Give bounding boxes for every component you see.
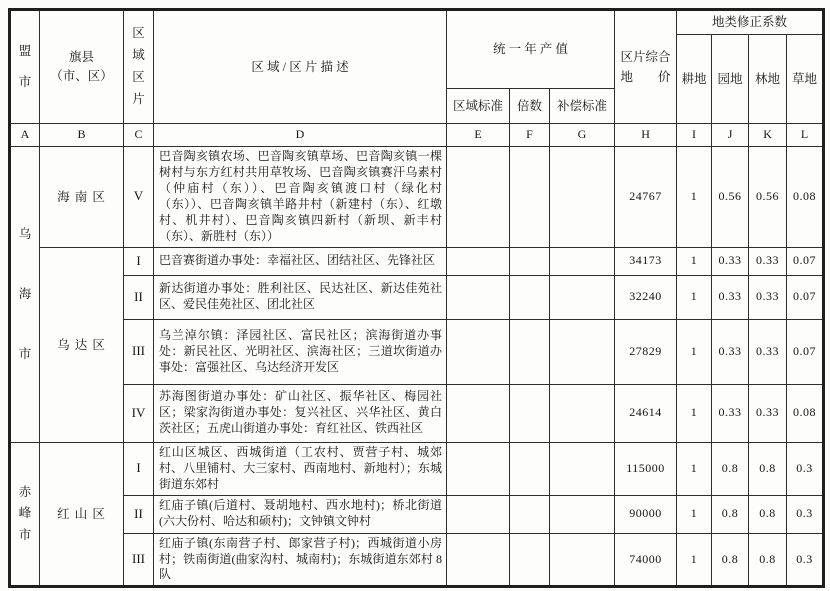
coef-forest-cell: 0.33 — [749, 247, 787, 275]
comprehensive-price-cell: 115000 — [615, 442, 677, 495]
coef-grass-cell: 0.3 — [787, 495, 824, 533]
region-description-cell: 新达街道办事处：胜利社区、民达社区、新达佳苑社区、爱民佳苑社区、团北社区 — [154, 275, 447, 319]
comprehensive-price-cell: 74000 — [615, 533, 677, 587]
region-standard-cell — [447, 275, 510, 319]
multiple-cell — [510, 275, 550, 319]
comprehensive-price-cell: 24767 — [615, 147, 677, 248]
coef-grass-cell: 0.08 — [787, 147, 824, 248]
col-header-unified-annual-output: 统 一 年 产 值 — [447, 10, 615, 89]
col-header-land-type-coefficient: 地类修正系数 — [677, 10, 824, 35]
compensation-standard-cell — [550, 275, 615, 319]
coef-forest-cell: 0.33 — [749, 319, 787, 384]
coef-garden-cell: 0.8 — [712, 495, 749, 533]
region-standard-cell — [447, 147, 510, 248]
region-description-cell: 红山区城区、西城街道（工农村、贾营子村、城郊村、八里铺村、大三家村、西南地村、新地村）；东城街道东郊村 — [154, 442, 447, 495]
column-letter-k: K — [749, 124, 787, 147]
col-header-region-standard: 区域标准 — [447, 89, 510, 124]
coef-garden-cell: 0.33 — [712, 384, 749, 442]
compensation-standard-cell — [550, 147, 615, 248]
section-cell: I — [124, 247, 154, 275]
col-header-banner-county — [40, 10, 124, 124]
column-letter-g: G — [550, 124, 615, 147]
table-row — [10, 384, 824, 442]
section-cell: III — [124, 319, 154, 384]
table-row — [10, 442, 824, 495]
table-row — [10, 247, 824, 275]
column-letter-c: C — [124, 124, 154, 147]
coef-grass-cell: 0.3 — [787, 533, 824, 587]
multiple-cell — [510, 247, 550, 275]
coef-cultivated-cell: 1 — [677, 247, 712, 275]
section-cell: II — [124, 275, 154, 319]
county-cell-hongshan: 红 山 区 — [40, 442, 124, 587]
coef-garden-cell: 0.33 — [712, 319, 749, 384]
column-letter-d: D — [154, 124, 447, 147]
coef-grass-cell: 0.07 — [787, 247, 824, 275]
league-cell-chifeng — [10, 442, 40, 587]
compensation-standard-cell — [550, 319, 615, 384]
table-row — [10, 147, 824, 248]
region-description-cell: 红庙子镇(后道村、聂胡地村、西水地村)；桥北街道(六大份村、哈达和硕村)；文钟镇文钟村 — [154, 495, 447, 533]
banner-county-line1: 旗县 — [68, 50, 94, 65]
column-letter-l: L — [787, 124, 824, 147]
coef-grass-cell: 0.3 — [787, 442, 824, 495]
column-letter-f: F — [510, 124, 550, 147]
region-description-cell: 苏海图街道办事处：矿山社区、振华社区、梅园社区；梁家沟街道办事处：复兴社区、兴华社区、黄白茨社区；五虎山街道办事处：育红社区、铁西社区 — [154, 384, 447, 442]
compensation-standard-cell — [550, 533, 615, 587]
col-header-comprehensive-land-price — [615, 10, 677, 124]
league-city-label: 盟市 — [18, 43, 32, 89]
table-row — [10, 495, 824, 533]
coef-forest-cell: 0.8 — [749, 495, 787, 533]
coef-cultivated-cell: 1 — [677, 384, 712, 442]
compensation-standard-cell — [550, 247, 615, 275]
column-letter-row — [10, 124, 824, 147]
coef-forest-cell: 0.8 — [749, 533, 787, 587]
coef-cultivated-cell: 1 — [677, 275, 712, 319]
multiple-cell — [510, 147, 550, 248]
column-letter-e: E — [447, 124, 510, 147]
league-cell-wuhai — [10, 147, 40, 443]
table-row — [10, 275, 824, 319]
comprehensive-price-cell: 34173 — [615, 247, 677, 275]
region-standard-cell — [447, 319, 510, 384]
compensation-standard-cell — [550, 384, 615, 442]
col-header-region-description: 区 域 / 区 片 描 述 — [154, 10, 447, 124]
league-name: 乌海市 — [18, 227, 32, 362]
league-name: 赤峰市 — [18, 485, 32, 542]
section-cell: V — [124, 147, 154, 248]
comprehensive-price-line1: 区片综合 — [620, 50, 671, 64]
col-header-compensation-standard: 补偿标准 — [550, 89, 615, 124]
coef-garden-cell: 0.8 — [712, 533, 749, 587]
coef-garden-cell: 0.33 — [712, 275, 749, 319]
region-section-label: 区域区片 — [132, 26, 145, 106]
coef-grass-cell: 0.07 — [787, 319, 824, 384]
section-cell: II — [124, 495, 154, 533]
section-cell: I — [124, 442, 154, 495]
coef-cultivated-cell: 1 — [677, 319, 712, 384]
coef-cultivated-cell: 1 — [677, 533, 712, 587]
column-letter-a: A — [10, 124, 40, 147]
column-letter-h: H — [615, 124, 677, 147]
column-letter-i: I — [677, 124, 712, 147]
col-header-cultivated-land: 耕地 — [677, 35, 712, 124]
coef-cultivated-cell: 1 — [677, 495, 712, 533]
compensation-standard-cell — [550, 495, 615, 533]
col-header-forest-land: 林地 — [749, 35, 787, 124]
coef-cultivated-cell: 1 — [677, 147, 712, 248]
coef-cultivated-cell: 1 — [677, 442, 712, 495]
multiple-cell — [510, 319, 550, 384]
coef-garden-cell: 0.8 — [712, 442, 749, 495]
col-header-league-city — [10, 10, 40, 124]
coef-grass-cell: 0.08 — [787, 384, 824, 442]
section-cell: IV — [124, 384, 154, 442]
multiple-cell — [510, 442, 550, 495]
compensation-standard-cell — [550, 442, 615, 495]
land-price-table — [8, 8, 825, 588]
coef-forest-cell: 0.8 — [749, 442, 787, 495]
region-description-cell: 乌兰淖尔镇：泽园社区、富民社区；滨海街道办事处：新民社区、光明社区、滨海社区；三道坎街道办事处：富强社区、乌达经济开发区 — [154, 319, 447, 384]
region-description-cell: 巴音赛街道办事处：幸福社区、团结社区、先锋社区 — [154, 247, 447, 275]
section-cell: III — [124, 533, 154, 587]
coef-forest-cell: 0.56 — [749, 147, 787, 248]
county-cell-wuda: 乌 达 区 — [40, 247, 124, 442]
multiple-cell — [510, 533, 550, 587]
comprehensive-price-cell: 90000 — [615, 495, 677, 533]
comprehensive-price-cell: 24614 — [615, 384, 677, 442]
table-row — [10, 319, 824, 384]
comprehensive-price-line2: 地 价 — [620, 70, 671, 84]
region-standard-cell — [447, 384, 510, 442]
column-letter-b: B — [40, 124, 124, 147]
region-description-cell: 巴音陶亥镇农场、巴音陶亥镇草场、巴音陶亥镇一棵树村与东方红村共用草牧场、巴音陶亥镇赛汗乌素村（仲庙村（东））、巴音陶亥镇渡口村（绿化村（东））、巴音陶亥镇羊路井村（新建村（东）、红墩村、机井村）、巴音陶亥镇四新村（新坝、新丰村（东）、新胜村（东）） — [154, 147, 447, 248]
county-cell-hainan: 海 南 区 — [40, 147, 124, 248]
region-standard-cell — [447, 442, 510, 495]
coef-grass-cell: 0.07 — [787, 275, 824, 319]
col-header-multiple: 倍数 — [510, 89, 550, 124]
region-standard-cell — [447, 247, 510, 275]
coef-garden-cell: 0.33 — [712, 247, 749, 275]
comprehensive-price-cell: 27829 — [615, 319, 677, 384]
region-description-cell: 红庙子镇(东南营子村、郎家营子村)；西城街道小房村；铁南街道(曲家沟村、城南村)；东城街道东郊村 8 队 — [154, 533, 447, 587]
col-header-garden-land: 园地 — [712, 35, 749, 124]
col-header-region-section — [124, 10, 154, 124]
coef-forest-cell: 0.33 — [749, 275, 787, 319]
col-header-grass-land: 草地 — [787, 35, 824, 124]
column-letter-j: J — [712, 124, 749, 147]
comprehensive-price-cell: 32240 — [615, 275, 677, 319]
table-row — [10, 533, 824, 587]
region-standard-cell — [447, 495, 510, 533]
multiple-cell — [510, 384, 550, 442]
banner-county-line2: （市、区） — [50, 69, 113, 83]
coef-garden-cell: 0.56 — [712, 147, 749, 248]
coef-forest-cell: 0.33 — [749, 384, 787, 442]
region-standard-cell — [447, 533, 510, 587]
multiple-cell — [510, 495, 550, 533]
